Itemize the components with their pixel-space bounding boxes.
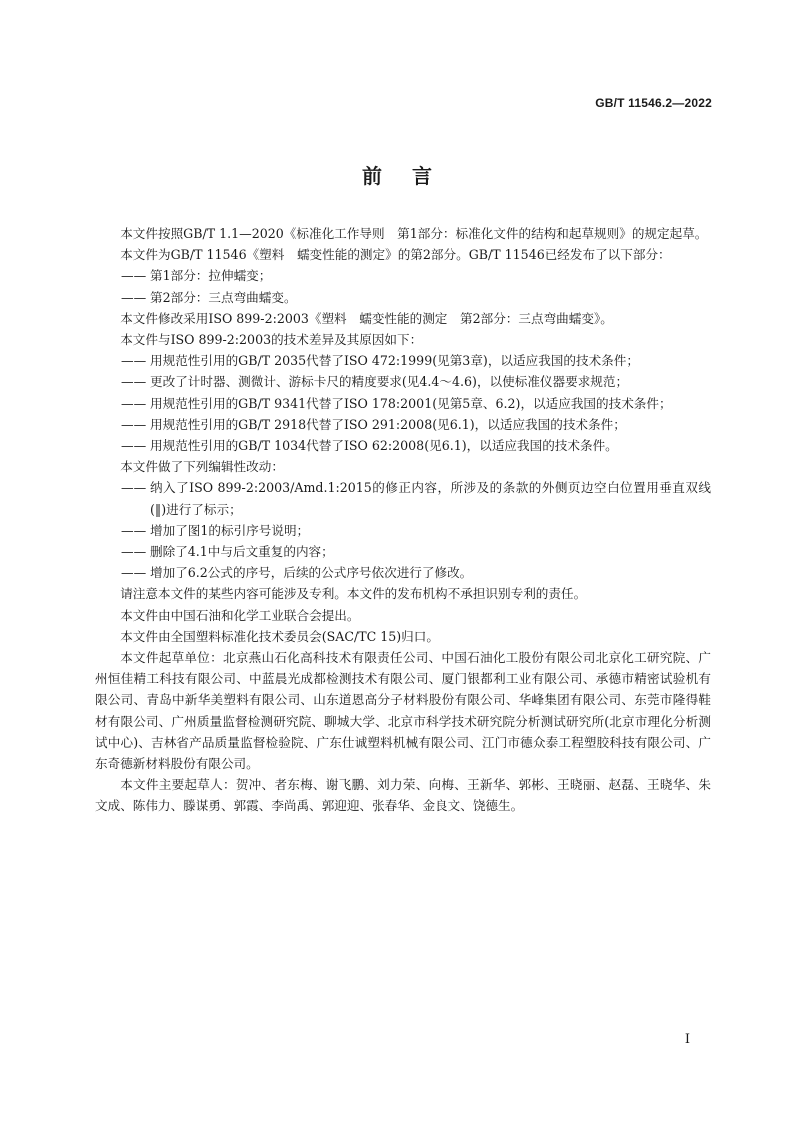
dash-marker: —— [121,438,147,454]
list-item: —— 更改了计时器、测微计、游标卡尺的精度要求(见4.4～4.6)，以使标准仪器要求规范； [95,371,711,392]
list-item: —— 第2部分：三点弯曲蠕变。 [95,287,711,308]
edit-changes-list [95,477,711,583]
paragraph-adoption: 本文件修改采用ISO 899-2:2003《塑料 蠕变性能的测定 第2部分：三点弯曲蠕变》。 [120,310,613,326]
document-number: GB/T 11546.2—2022 [595,96,712,110]
page-title: 前言 [362,164,462,188]
dash-marker: —— [121,395,147,411]
paragraph-committee: 本文件由全国塑料标准化技术委员会(SAC/TC 15)归口。 [120,628,439,644]
paragraph-series-info: 本文件为GB/T 11546《塑料 蠕变性能的测定》的第2部分。GB/T 11546已经发布了以下部分： [120,247,671,263]
tech-diff-list [95,350,711,456]
paragraph-tech-diff-intro: 本文件与ISO 899-2:2003的技术差异及其原因如下： [120,332,423,348]
page-number: I [684,1032,690,1047]
paragraph-edit-intro: 本文件做了下列编辑性改动： [120,459,284,475]
dash-marker: —— [121,544,147,560]
paragraph-drafting-organizations: 本文件起草单位：北京燕山石化高科技术有限责任公司、中国石油化工股份有限公司北京化工研究院、广州恒佳精工科技有限公司、中蓝晨光成都检测技术有限公司、厦门银都利工业有限公司、承德市精密试验机有限公司、青岛中新华美塑料有限公司、山东道恩高分子材料股份有限公司、华峰集团有限公司、东莞市隆得鞋材有限公司、广州质量监督检测研究院、聊城大学、北京市科学技术研究院分析测试研究所(北京市理化分析测试中心)、吉林省产品质量监督检验院、广东仕诚塑料机械有限公司、江门市德众泰工程塑胶科技有限公司、广东奇德新材料股份有限公司。 [95,650,711,772]
dash-marker: —— [121,289,147,305]
list-item: —— 用规范性引用的GB/T 2035代替了ISO 472:1999(见第3章)，以适应我国的技术条件； [95,350,711,371]
list-item: —— 增加了图1的标引序号说明； [95,520,711,541]
dash-marker: —— [121,268,147,284]
paragraph-patent-notice: 请注意本文件的某些内容可能涉及专利。本文件的发布机构不承担识别专利的责任。 [120,586,587,602]
dash-marker: —— [121,374,147,390]
dash-marker: —— [121,565,147,581]
list-item: —— 用规范性引用的GB/T 1034代替了ISO 62:2008(见6.1)，以适应我国的技术条件。 [95,435,711,456]
paragraph-proposer: 本文件由中国石油和化学工业联合会提出。 [120,607,360,623]
paragraph-drafting-rules: 本文件按照GB/T 1.1—2020《标准化工作导则 第1部分：标准化文件的结构和起草规则》的规定起草。 [120,226,708,241]
paragraph-drafters: 本文件主要起草人：贺冲、者东梅、谢飞鹏、刘力荣、向梅、王新华、郭彬、王晓丽、赵磊、王晓华、朱文成、陈伟力、滕谋勇、郭霞、李尚禹、郭迎迎、张春华、金良文、饶德生。 [95,777,711,814]
dash-marker: —— [121,416,147,432]
list-item: —— 用规范性引用的GB/T 9341代替了ISO 178:2001(见第5章、6.2)，以适应我国的技术条件； [95,393,711,414]
dash-marker: —— [121,353,147,369]
list-item: —— 删除了4.1中与后文重复的内容； [95,541,711,562]
parts-list [95,265,711,307]
list-item: —— 用规范性引用的GB/T 2918代替了ISO 291:2008(见6.1)，以适应我国的技术条件； [95,414,711,435]
dash-marker: —— [121,480,147,496]
list-item: —— 第1部分：拉伸蠕变； [95,265,711,286]
dash-marker: —— [121,522,147,538]
list-item: —— 增加了6.2公式的序号，后续的公式序号依次进行了修改。 [95,562,711,583]
list-item: —— 纳入了ISO 899-2:2003/Amd.1:2015的修正内容，所涉及的条款的外侧页边空白位置用垂直双线(‖)进行了标示； [95,477,711,519]
foreword-body [95,223,711,817]
